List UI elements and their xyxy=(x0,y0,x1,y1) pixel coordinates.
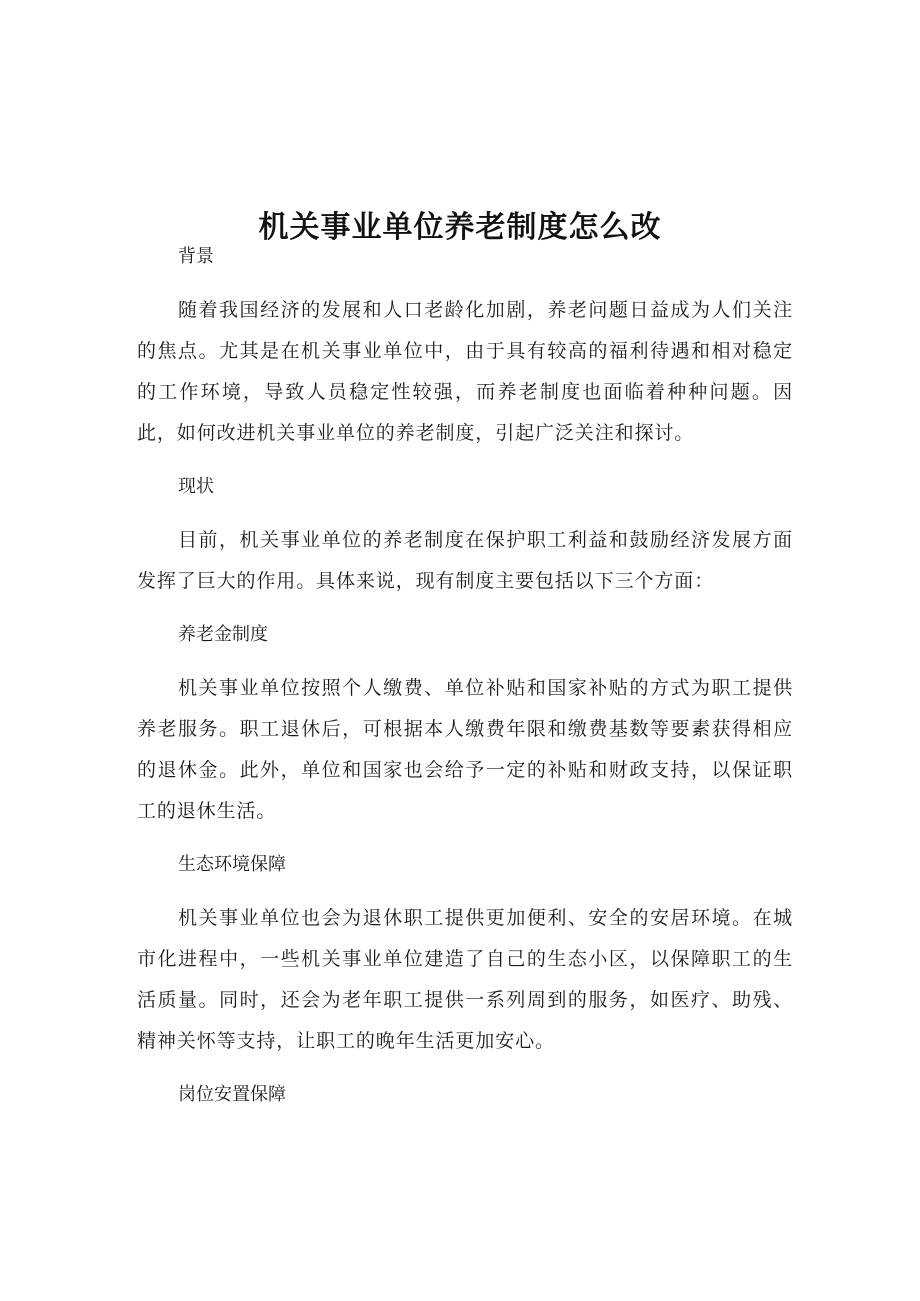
section-heading-status: 现状 xyxy=(178,476,214,497)
section-heading-background: 背景 xyxy=(178,246,214,267)
section-heading-post: 岗位安置保障 xyxy=(178,1084,286,1105)
section-heading-eco: 生态环境保障 xyxy=(178,854,286,875)
document-body xyxy=(137,236,793,1116)
document-title: 机关事业单位养老制度怎么改 xyxy=(258,210,662,246)
section-heading-pension: 养老金制度 xyxy=(178,624,268,645)
paragraph-status: 目前，机关事业单位的养老制度在保护职工利益和鼓励经济发展方面发挥了巨大的作用。具体来说，现有制度主要包括以下三个方面： xyxy=(137,529,793,592)
paragraph-eco: 机关事业单位也会为退休职工提供更加便利、安全的安居环境。在城市化进程中，一些机关事业单位建造了自己的生态小区，以保障职工的生活质量。同时，还会为老年职工提供一系列周到的服务，如医疗、助残、精神关怀等支持，让职工的晚年生活更加安心。 xyxy=(137,907,793,1052)
paragraph-pension: 机关事业单位按照个人缴费、单位补贴和国家补贴的方式为职工提供养老服务。职工退休后，可根据本人缴费年限和缴费基数等要素获得相应的退休金。此外，单位和国家也会给予一定的补贴和财政支持，以保证职工的退休生活。 xyxy=(137,677,793,822)
paragraph-background: 随着我国经济的发展和人口老龄化加剧，养老问题日益成为人们关注的焦点。尤其是在机关事业单位中，由于具有较高的福利待遇和相对稳定的工作环境，导致人员稳定性较强，而养老制度也面临着种种问题。因此，如何改进机关事业单位的养老制度，引起广泛关注和探讨。 xyxy=(137,299,793,444)
